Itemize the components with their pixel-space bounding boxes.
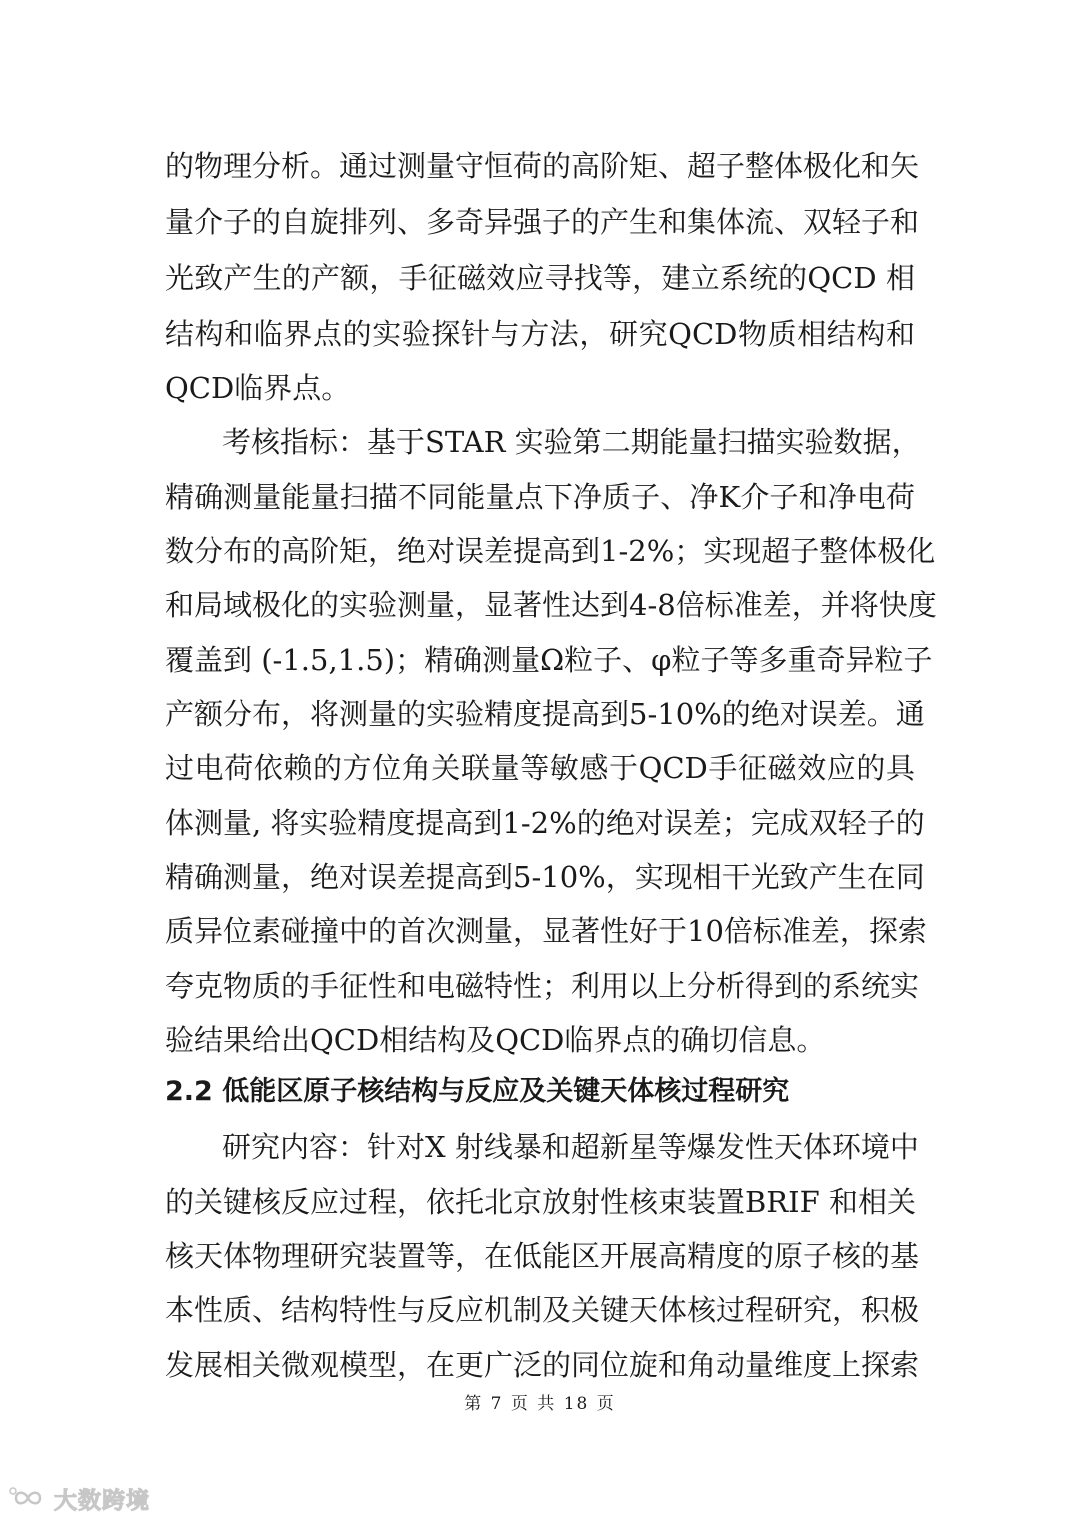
paragraph-line: 产额分布，将测量的实验精度提高到5-10%的绝对误差。通 [165,697,925,731]
paragraph-line: 夸克物质的手征性和电磁特性；利用以上分析得到的系统实 [165,969,920,1003]
paragraph-line: 精确测量能量扫描不同能量点下净质子、净K介子和净电荷 [165,480,915,514]
paragraph-line: 结构和临界点的实验探针与方法，研究QCD物质相结构和 [165,317,915,351]
paragraph-line: QCD临界点。 [165,371,351,405]
paragraph-line: 数分布的高阶矩，绝对误差提高到1-2%；实现超子整体极化 [165,534,936,568]
watermark-text: 大数跨境 [54,1487,150,1514]
page-number: 第 7 页 共 18 页 [464,1394,616,1414]
paragraph-line: 考核指标：基于STAR 实验第二期能量扫描实验数据， [222,425,921,459]
section-heading: 2.2 低能区原子核结构与反应及关键天体核过程研究 [165,1076,790,1107]
paragraph-line: 验结果给出QCD相结构及QCD临界点的确切信息。 [165,1023,826,1057]
paragraph-line: 的关键核反应过程，依托北京放射性核束装置BRIF 和相关 [165,1185,916,1219]
paragraph-line: 发展相关微观模型，在更广泛的同位旋和角动量维度上探索 [165,1348,920,1382]
watermark [8,1478,150,1518]
infinity-logo-icon [8,1483,48,1513]
paragraph-line: 和局域极化的实验测量，显著性达到4-8倍标准差，并将快度 [165,588,937,622]
paragraph-line: 质异位素碰撞中的首次测量，显著性好于10倍标准差，探索 [165,914,927,948]
paragraph-line: 精确测量，绝对误差提高到5-10%，实现相干光致产生在同 [165,860,925,894]
paragraph-line: 过电荷依赖的方位角关联量等敏感于QCD手征磁效应的具 [165,751,915,785]
paragraph-line: 核天体物理研究装置等，在低能区开展高精度的原子核的基 [165,1239,920,1273]
paragraph-line: 光致产生的产额，手征磁效应寻找等，建立系统的QCD 相 [165,261,915,295]
paragraph-line: 本性质、结构特性与反应机制及关键天体核过程研究，积极 [165,1293,920,1327]
paragraph-line: 研究内容：针对X 射线暴和超新星等爆发性天体环境中 [222,1130,919,1164]
paragraph-line: 量介子的自旋排列、多奇异强子的产生和集体流、双轻子和 [165,205,920,239]
paragraph-line: 的物理分析。通过测量守恒荷的高阶矩、超子整体极化和矢 [165,149,920,183]
paragraph-line: 覆盖到 (-1.5,1.5)；精确测量Ω粒子、φ粒子等多重奇异粒子 [165,643,933,677]
paragraph-line: 体测量, 将实验精度提高到1-2%的绝对误差；完成双轻子的 [165,806,925,840]
